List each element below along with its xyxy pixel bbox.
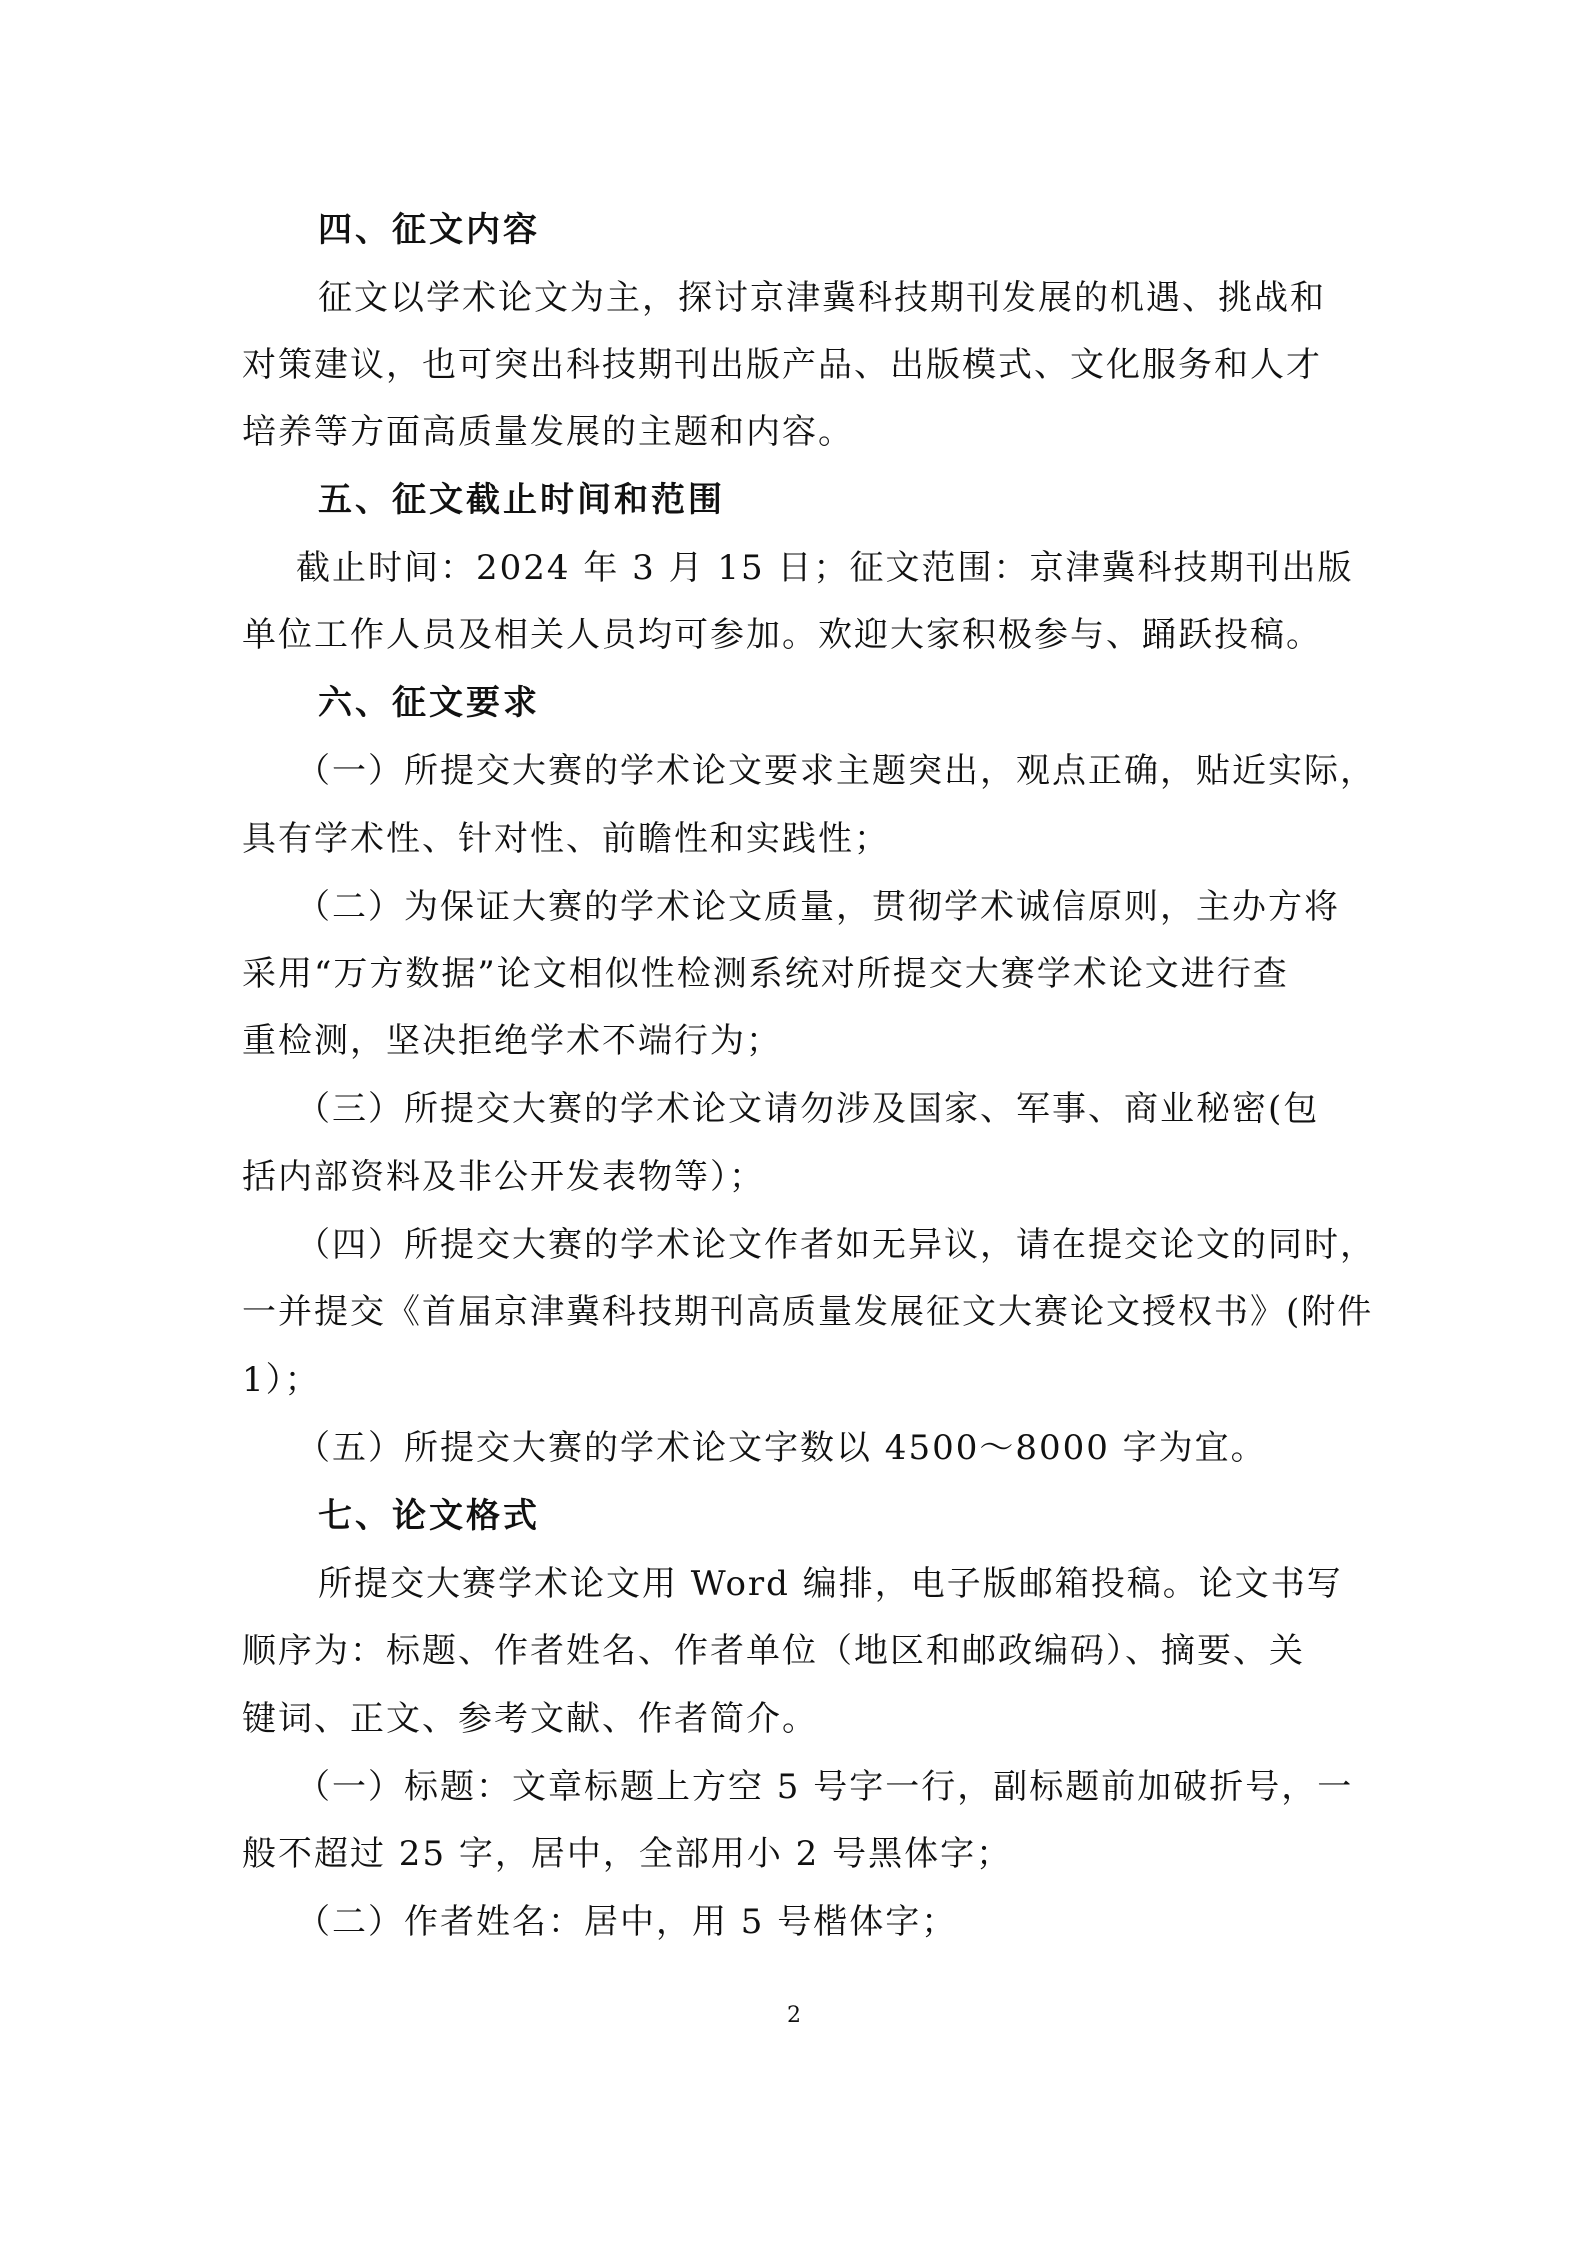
- paragraph-line: 顺序为：标题、作者姓名、作者单位（地区和邮政编码）、摘要、关: [242, 1631, 1305, 1671]
- format-item-1: （一）标题：文章标题上方空 5 号字一行，副标题前加破折号，一: [296, 1767, 1354, 1807]
- requirement-item-4: （四）所提交大赛的学术论文作者如无异议，请在提交论文的同时，: [296, 1225, 1376, 1265]
- paragraph-line: 采用“万方数据”论文相似性检测系统对所提交大赛学术论文进行查: [242, 954, 1289, 994]
- paragraph-line: 截止时间：2024 年 3 月 15 日；征文范围：京津冀科技期刊出版: [296, 548, 1354, 588]
- paragraph-line: 征文以学术论文为主，探讨京津冀科技期刊发展的机遇、挑战和: [318, 278, 1326, 318]
- paragraph-line: 培养等方面高质量发展的主题和内容。: [242, 412, 854, 452]
- section-heading-requirements: 六、征文要求: [318, 683, 540, 723]
- paragraph-line: 括内部资料及非公开发表物等）；: [242, 1157, 765, 1197]
- requirement-item-5: （五）所提交大赛的学术论文字数以 4500～8000 字为宜。: [296, 1428, 1267, 1468]
- paragraph-line: 重检测，坚决拒绝学术不端行为；: [242, 1021, 782, 1061]
- paragraph-line: 单位工作人员及相关人员均可参加。欢迎大家积极参与、踊跃投稿。: [242, 615, 1322, 655]
- paragraph-line: 具有学术性、针对性、前瞻性和实践性；: [242, 819, 890, 859]
- page-number: 2: [787, 2003, 801, 2028]
- paragraph-line: 1）；: [242, 1360, 321, 1400]
- requirement-item-2: （二）为保证大赛的学术论文质量，贯彻学术诚信原则，主办方将: [296, 887, 1340, 927]
- section-heading-content: 四、征文内容: [318, 210, 540, 250]
- paragraph-line: 一并提交《首届京津冀科技期刊高质量发展征文大赛论文授权书》(附件: [242, 1292, 1374, 1332]
- requirement-item-3: （三）所提交大赛的学术论文请勿涉及国家、军事、商业秘密(包: [296, 1089, 1320, 1129]
- section-heading-deadline: 五、征文截止时间和范围: [318, 480, 725, 520]
- format-item-2: （二）作者姓名：居中，用 5 号楷体字；: [296, 1902, 958, 1942]
- paragraph-line: 所提交大赛学术论文用 Word 编排，电子版邮箱投稿。论文书写: [318, 1564, 1343, 1604]
- paragraph-line: 键词、正文、参考文献、作者简介。: [242, 1699, 818, 1739]
- section-heading-format: 七、论文格式: [318, 1496, 540, 1536]
- paragraph-line: 对策建议，也可突出科技期刊出版产品、出版模式、文化服务和人才: [242, 345, 1322, 385]
- paragraph-line: 般不超过 25 字，居中，全部用小 2 号黑体字；: [242, 1834, 1013, 1874]
- requirement-item-1: （一）所提交大赛的学术论文要求主题突出，观点正确，贴近实际，: [296, 751, 1376, 791]
